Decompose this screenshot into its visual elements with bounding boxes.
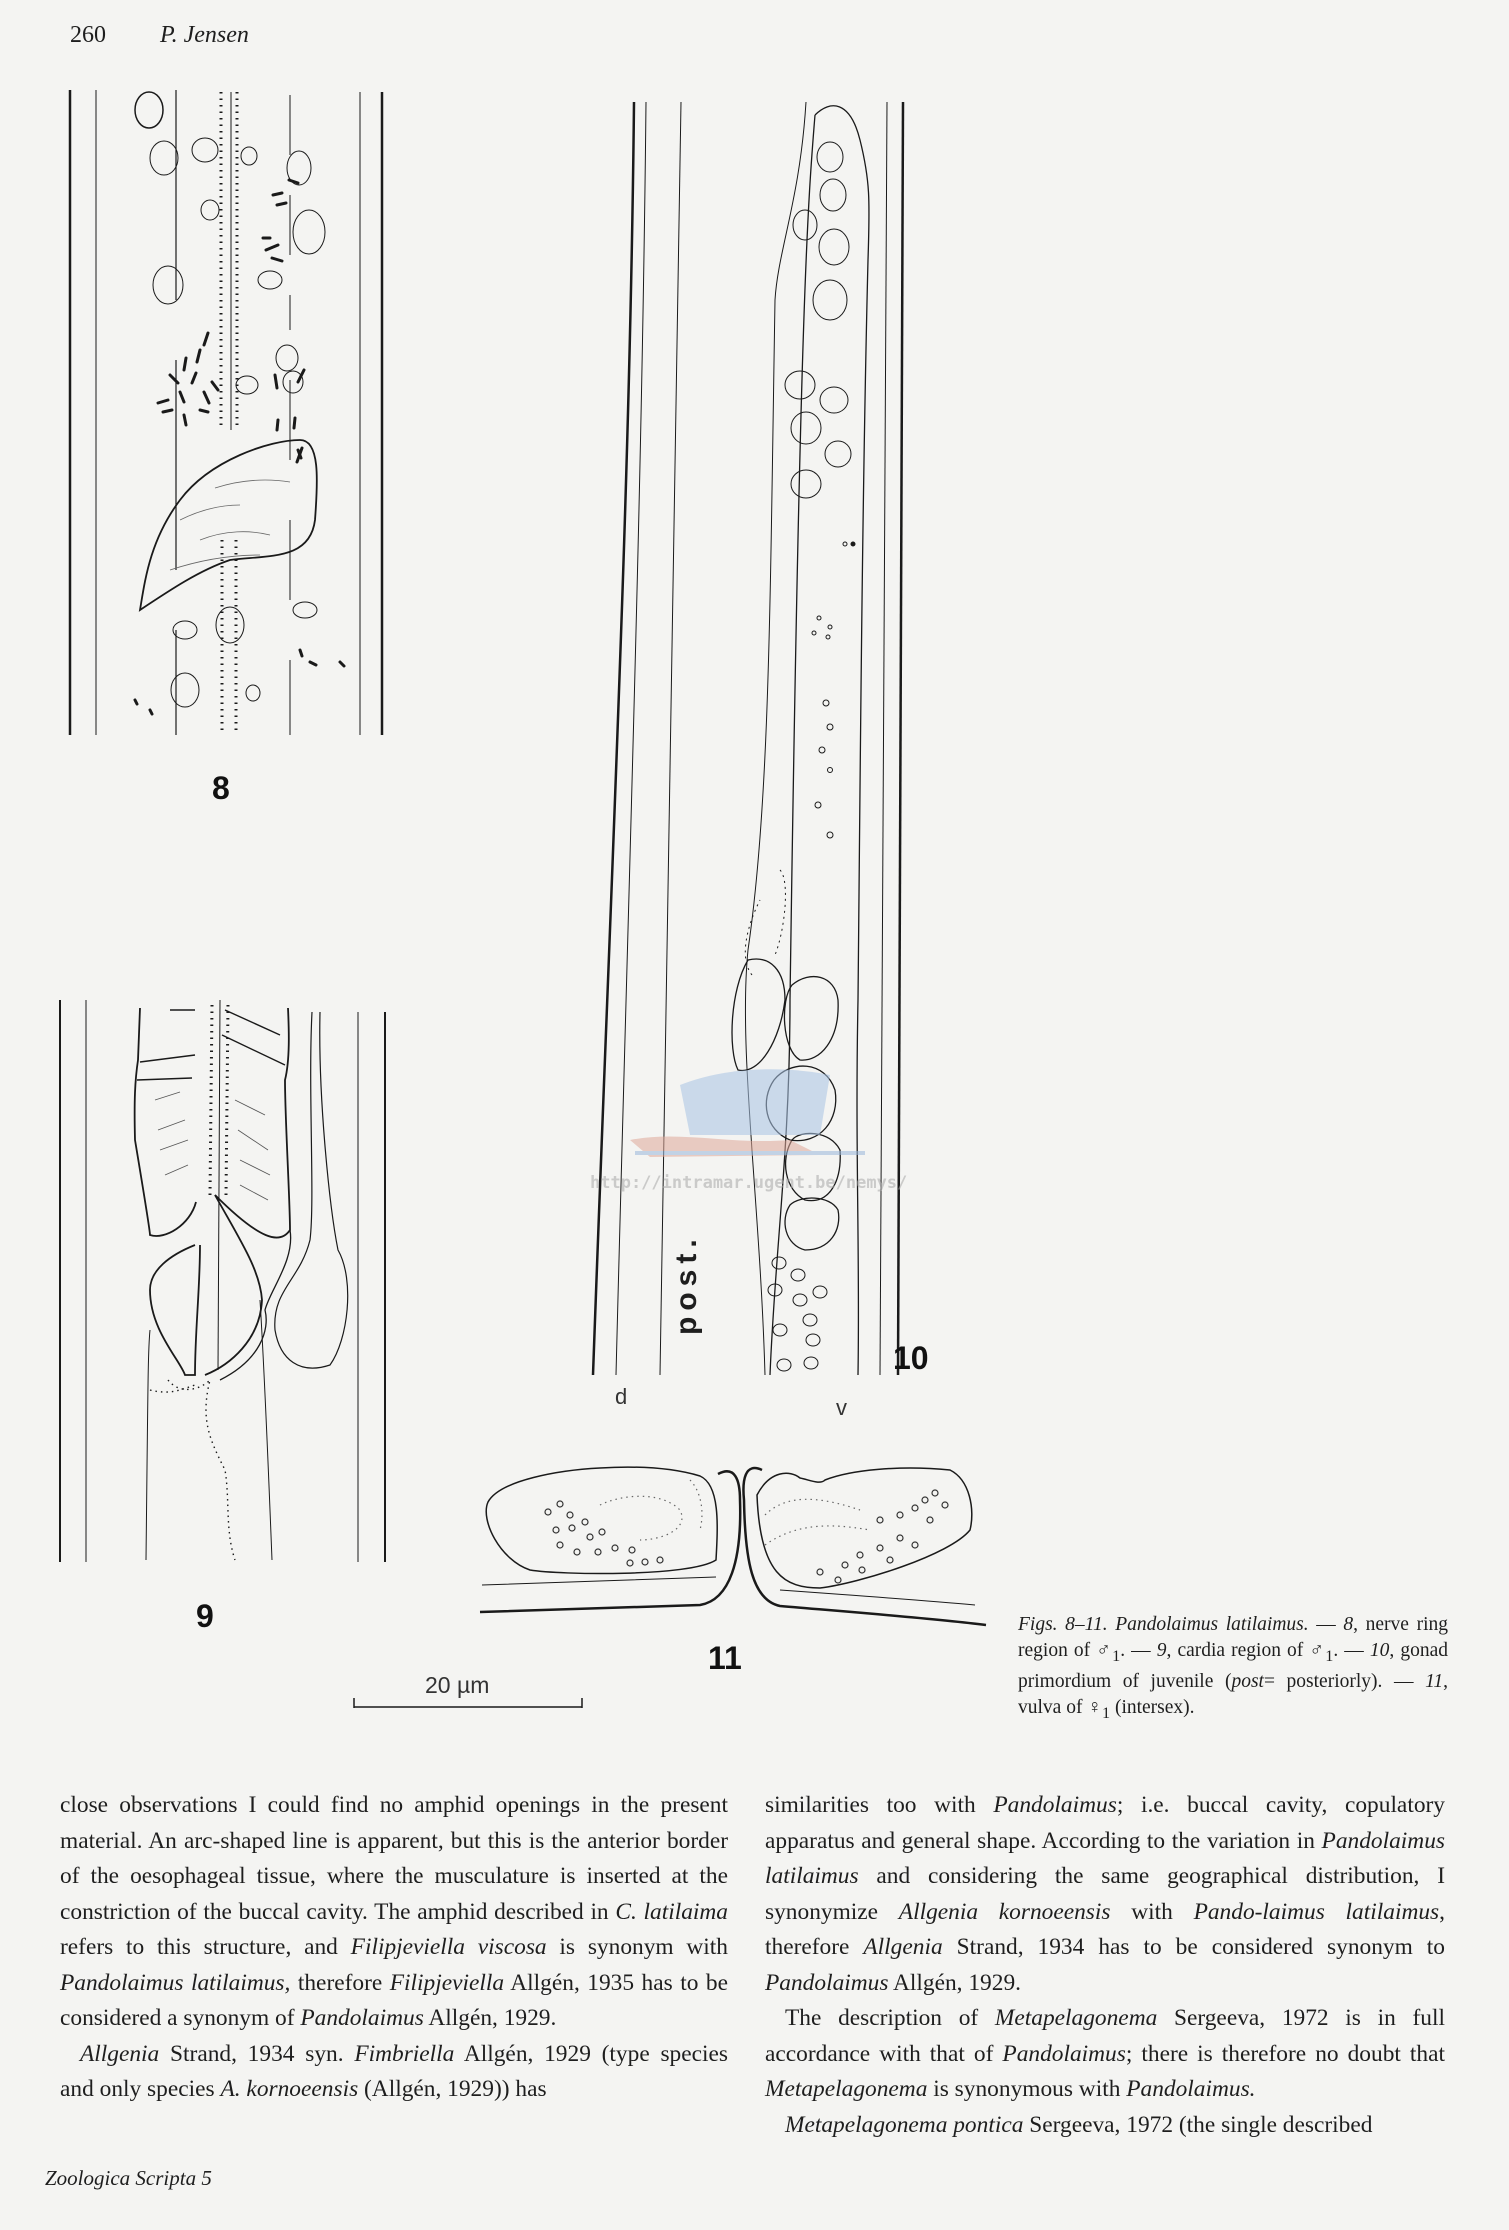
ventral-label: v [836, 1395, 847, 1420]
watermark-logo [590, 1045, 920, 1195]
body-column-left [60, 1788, 728, 2108]
caption-fig-ref: 10 [1369, 1640, 1390, 1661]
caption-text: (intersex). [1110, 1696, 1195, 1718]
caption-fig-ref: 8 [1343, 1614, 1354, 1635]
page-number: 260 [70, 22, 106, 48]
figure-caption [1018, 1612, 1448, 1726]
caption-species: Pandolaimus latilaimus. [1115, 1614, 1309, 1635]
caption-text: , nerve ring region of ♂ [1018, 1614, 1448, 1661]
figure-11-label: 11 [708, 1640, 742, 1676]
caption-text: = posteriorly). — [1263, 1670, 1426, 1692]
caption-subscript: 1 [1325, 1646, 1334, 1665]
caption-subscript: 1 [1101, 1703, 1111, 1722]
dorsal-label: d [615, 1384, 628, 1409]
watermark-url: http://intramar.ugent.be/nemys/ [590, 1173, 908, 1193]
scale-bar [354, 1698, 582, 1708]
journal-footer: Zoologica Scripta 5 [45, 2166, 212, 2190]
caption-text: . — [1333, 1640, 1370, 1661]
caption-italic: post [1231, 1670, 1264, 1692]
caption-text: , gonad primordium of juvenile ( [1018, 1640, 1449, 1692]
figure-11-drawing [480, 1467, 986, 1625]
paragraph: similarities too with Pandolaimus; i.e. buccal cavity, copulatory apparatus and general shape. According to the variation in Pandolaimus latilaimus and considering the same geographical distribution, I synonymize Allgenia kornoeensis with Pando-laimus latilaimus, therefore Allgenia Strand, 1934 has to be considered synonym to Pandolaimus Allgén, 1929. [765, 1792, 1445, 1996]
figure-8-drawing [70, 90, 382, 735]
body-column-right [765, 1788, 1445, 2143]
caption-text: — [1316, 1614, 1344, 1635]
caption-subscript: 1 [1112, 1646, 1121, 1665]
paragraph: close observations I could find no amphid openings in the present material. An arc-shaped line is apparent, but this is the anterior border of the oesophageal tissue, where the musculature is inserted at the constriction of the buccal cavity. The amphid described in C. latilaima refers to this structure, and Filipjeviella viscosa is synonym with Pandolaimus latilaimus, therefore Filipjeviella Allgén, 1935 has to be considered a synonym of Pandolaimus Allgén, 1929. [60, 1792, 728, 2031]
figure-9-drawing [60, 1000, 385, 1562]
running-author: P. Jensen [160, 22, 249, 48]
paragraph: Allgenia Strand, 1934 syn. Fimbriella Allgén, 1929 (type species and only species A. kornoeensis (Allgén, 1929)) has [60, 2040, 729, 2102]
caption-fig-ref: 11 [1425, 1670, 1444, 1692]
caption-fig-ref: 9 [1156, 1640, 1167, 1661]
figure-9-label: 9 [196, 1598, 214, 1634]
figure-8-label: 8 [212, 770, 230, 806]
caption-text: , vulva of ♀ [1018, 1670, 1448, 1718]
posterior-label: post. [670, 1233, 703, 1335]
figure-10-label: 10 [893, 1340, 929, 1376]
scale-bar-label: 20 µm [425, 1672, 490, 1698]
caption-text: . — [1120, 1640, 1157, 1661]
paragraph: The description of Metapelagonema Sergeeva, 1972 is in full accordance with that of Pandolaimus; there is therefore no doubt that Metapelagonema is synonymous with Pandolaimus. [765, 2005, 1445, 2102]
caption-figs: Figs. 8–11. [1018, 1614, 1108, 1635]
caption-text: , cardia region of ♂ [1166, 1640, 1326, 1661]
paragraph: Metapelagonema pontica Sergeeva, 1972 (the single described [785, 2111, 1373, 2138]
